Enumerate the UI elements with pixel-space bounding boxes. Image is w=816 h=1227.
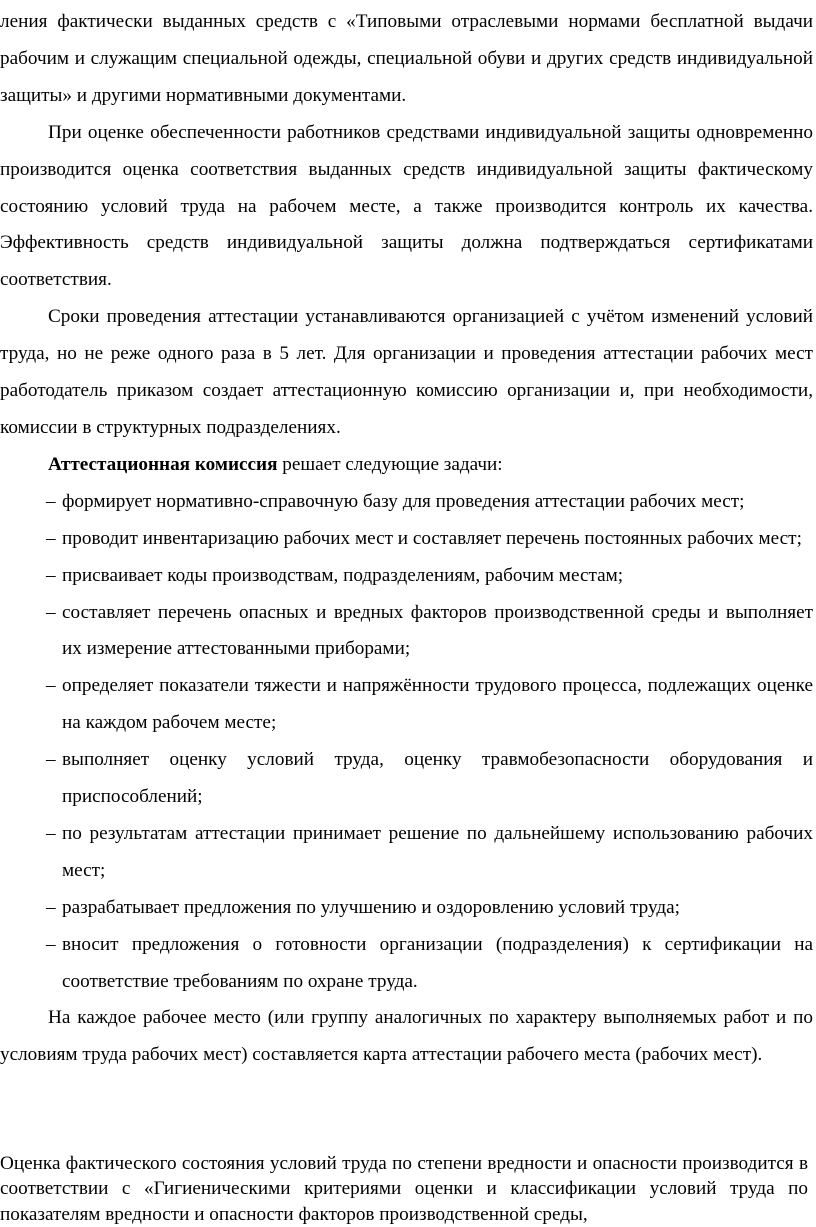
list-item <box>0 927 813 1001</box>
document-tail <box>0 1151 808 1227</box>
list-dash: – <box>46 601 56 623</box>
document-body <box>0 4 813 1074</box>
paragraph-ppe-norms: ления фактически выданных средств с «Типовыми отраслевыми нормами бесплатной выдачи рабочим и служащим специальной одежды, специальной обуви и других средств индивидуальной защиты» и другими нормативными документами. <box>0 11 813 106</box>
list-item <box>0 484 813 521</box>
list-item <box>0 816 813 890</box>
list-dash: – <box>46 527 56 549</box>
list-item-text: вносит предложения о готовности организации (подразделения) к сертификации на соответствие требованиям по охране труда. <box>62 933 813 992</box>
list-item-text: по результатам аттестации принимает решение по дальнейшему использованию рабочих мест; <box>62 822 813 881</box>
list-item <box>0 742 813 816</box>
list-dash: – <box>46 822 56 844</box>
list-dash: – <box>46 564 56 586</box>
list-dash: – <box>46 896 56 918</box>
list-dash: – <box>46 749 56 771</box>
list-dash: – <box>46 490 56 512</box>
list-item-text: составляет перечень опасных и вредных факторов производственной среды и выполняет их измерение аттестованными приборами; <box>62 601 813 660</box>
list-item-text: формирует нормативно-справочную базу для проведения аттестации рабочих мест; <box>62 490 745 512</box>
list-dash: – <box>46 675 56 697</box>
commission-task-list <box>0 484 813 1001</box>
list-item-text: проводит инвентаризацию рабочих мест и составляет перечень постоянных рабочих мест; <box>62 527 802 549</box>
list-item-text: разрабатывает предложения по улучшению и оздоровлению условий труда; <box>62 896 680 918</box>
list-dash: – <box>46 933 56 955</box>
paragraph-certification-terms: Сроки проведения аттестации устанавливаются организацией с учётом изменений условий труда, но не реже одного раза в 5 лет. Для организации и проведения аттестации рабочих мест работодатель приказом создает аттестационную комиссию организации и, при необходимости, комиссии в структурных подразделениях. <box>0 306 813 438</box>
commission-intro <box>0 447 813 484</box>
paragraph-ppe-assessment: При оценке обеспеченности работников средствами индивидуальной защиты одновременно производится оценка соответствия выданных средств индивидуальной защиты фактическому состоянию условий труда на рабочем месте, а также производится контроль их качества. Эффективность средств индивидуальной защиты должна подтверждаться сертификатами соответствия. <box>0 121 813 291</box>
list-item <box>0 890 813 927</box>
list-item <box>0 558 813 595</box>
commission-intro-rest: решает следующие задачи: <box>277 453 503 475</box>
list-item-text: определяет показатели тяжести и напряжённости трудового процесса, подлежащих оценке на каждом рабочем месте; <box>62 675 813 734</box>
list-item <box>0 595 813 669</box>
list-item <box>0 521 813 558</box>
paragraph-hygienic-criteria: Оценка фактического состояния условий труда по степени вредности и опасности производится в соответствии с «Гигиеническими критериями оценки и классификации условий труда по показателям вредности и опасности факторов производственной среды, <box>0 1153 808 1225</box>
commission-title: Аттестационная комиссия <box>48 453 278 475</box>
paragraph-attestation-card: На каждое рабочее место (или группу аналогичных по характеру выполняемых работ и по условиям труда рабочих мест) составляется карта аттестации рабочего места (рабочих мест). <box>0 1007 813 1066</box>
list-item <box>0 668 813 742</box>
list-item-text: присваивает коды производствам, подразделениям, рабочим местам; <box>62 564 624 586</box>
list-item-text: выполняет оценку условий труда, оценку травмобезопасности оборудования и приспособлений; <box>62 749 813 808</box>
